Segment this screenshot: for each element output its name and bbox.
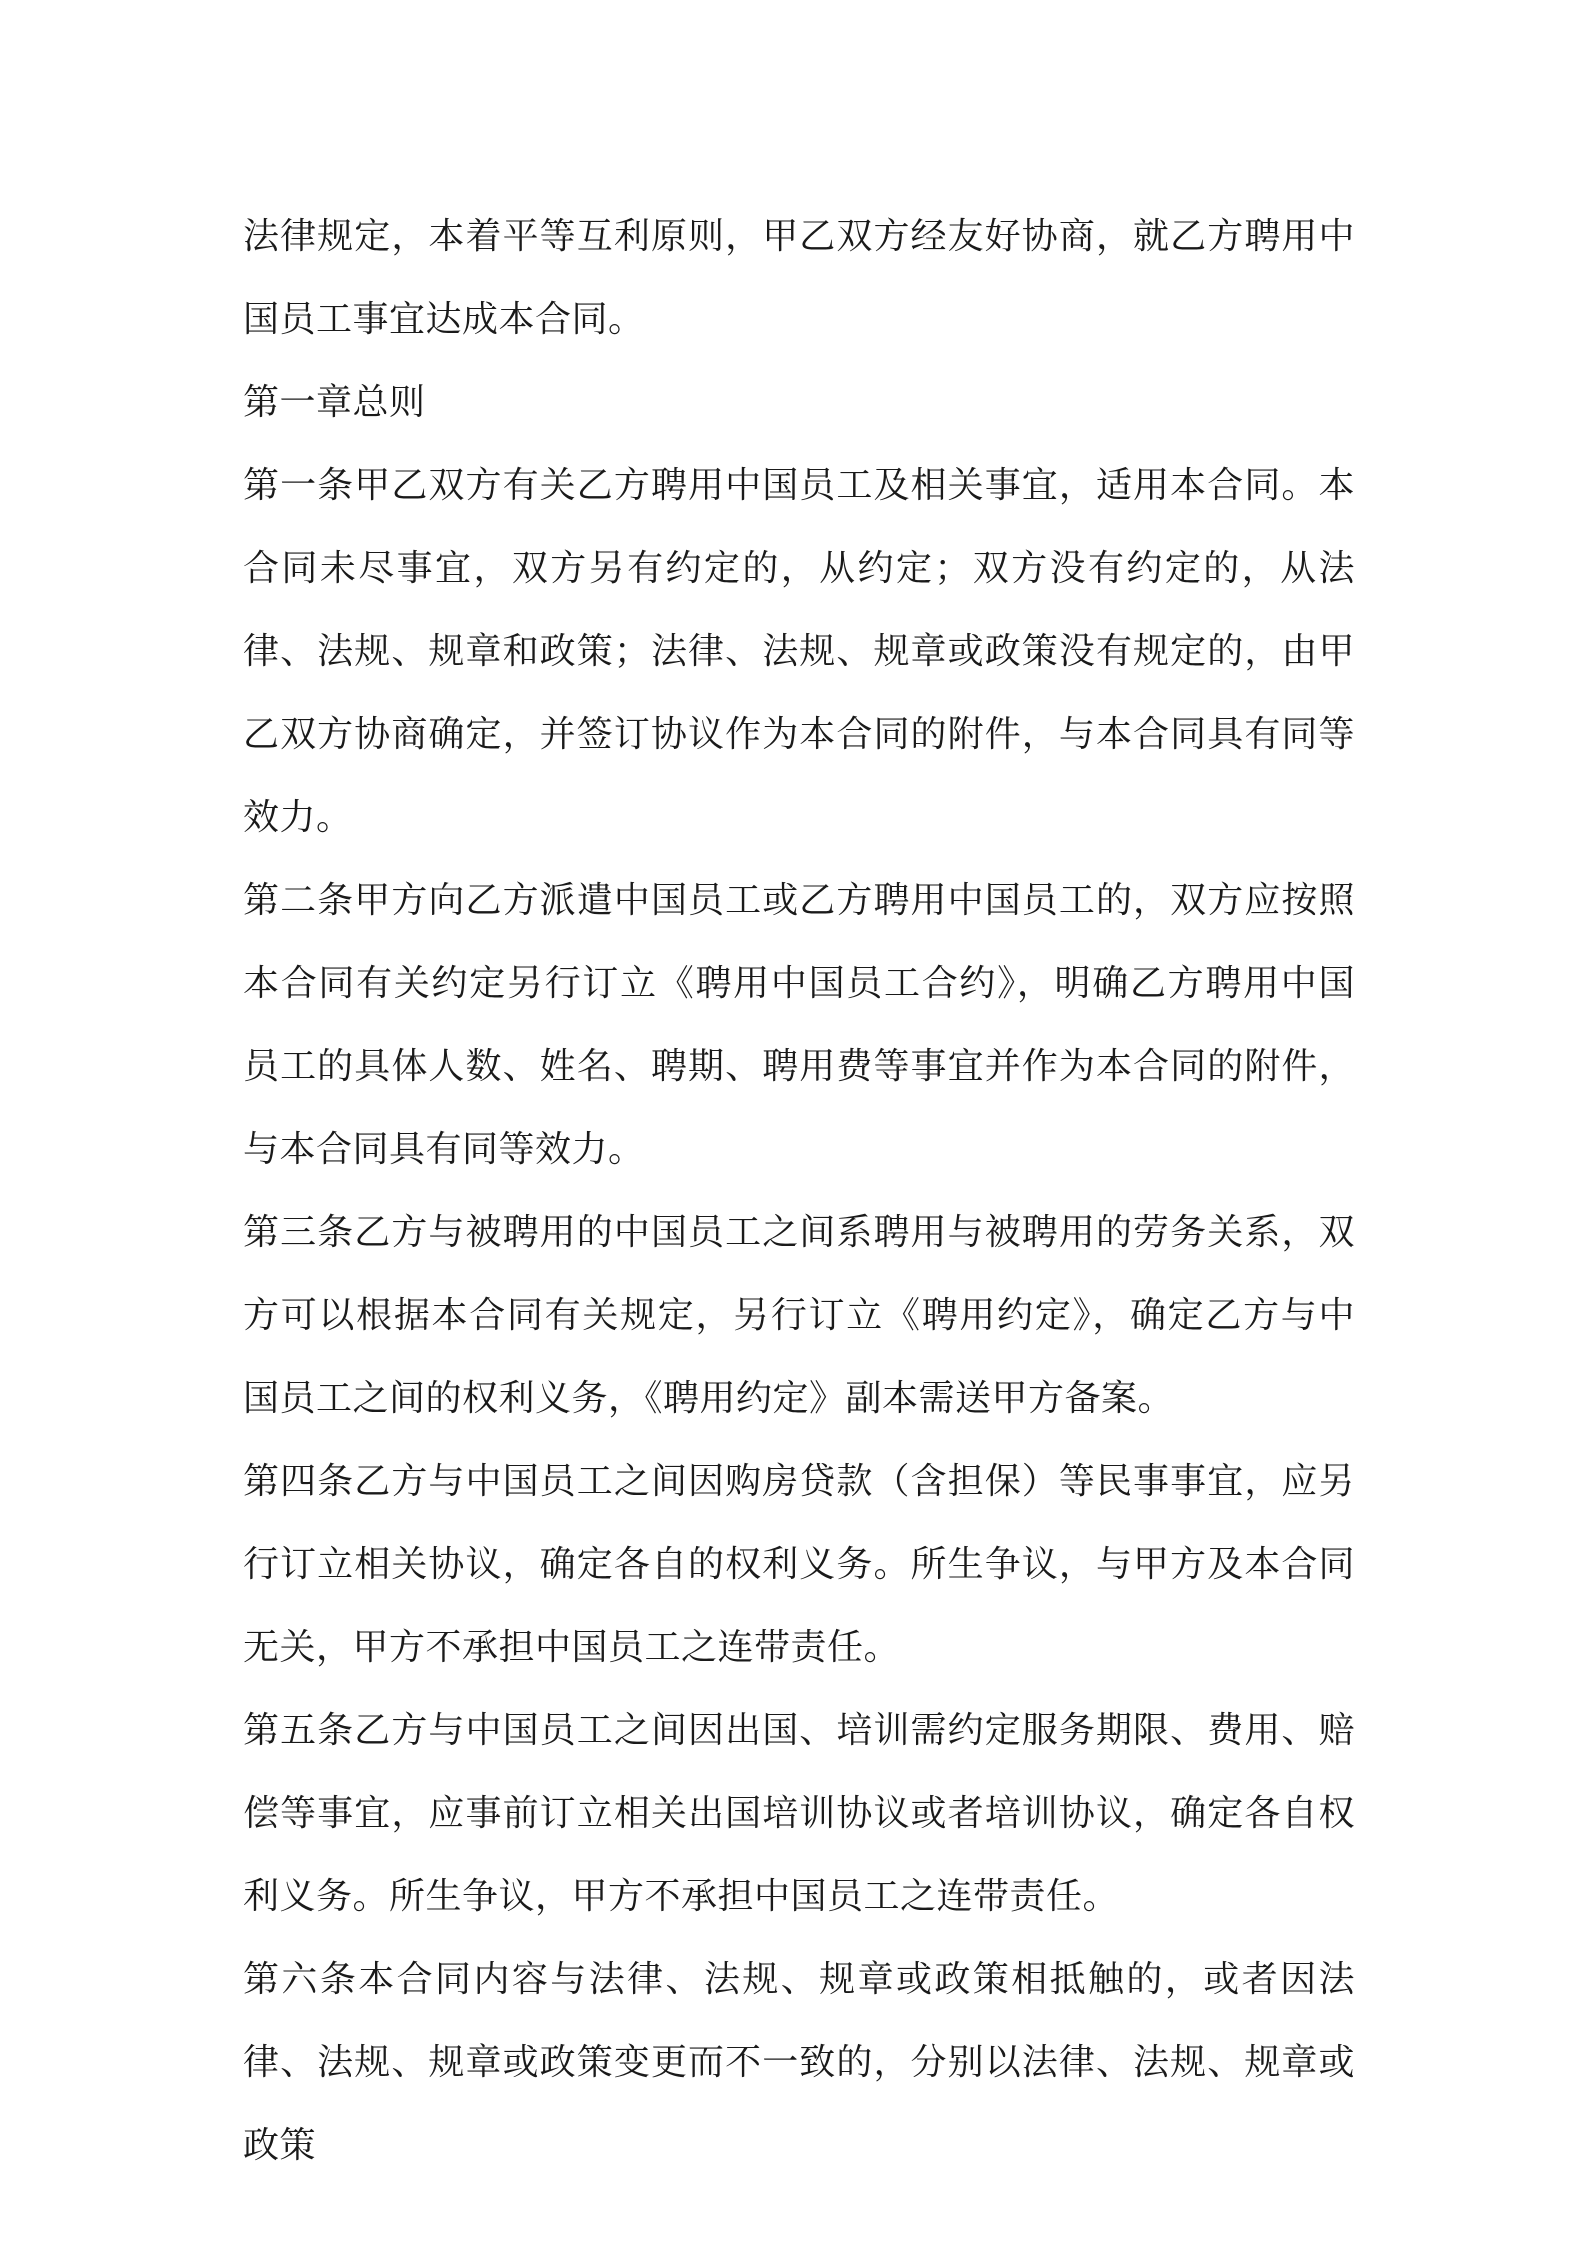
article-6: 第六条本合同内容与法律、法规、规章或政策相抵触的，或者因法律、法规、规章或政策变更而不一致的，分别以法律、法规、规章或政策 [243,1959,1355,2166]
article-5: 第五条乙方与中国员工之间因出国、培训需约定服务期限、费用、赔偿等事宜，应事前订立相关出国培训协议或者培训协议，确定各自权利义务。所生争议，甲方不承担中国员工之连带责任。 [243,1710,1355,1917]
article-4: 第四条乙方与中国员工之间因购房贷款（含担保）等民事事宜，应另行订立相关协议，确定各自的权利义务。所生争议，与甲方及本合同无关，甲方不承担中国员工之连带责任。 [243,1461,1355,1668]
article-3: 第三条乙方与被聘用的中国员工之间系聘用与被聘用的劳务关系，双方可以根据本合同有关规定，另行订立《聘用约定》，确定乙方与中国员工之间的权利义务，《聘用约定》副本需送甲方备案。 [243,1212,1355,1419]
article-1: 第一条甲乙双方有关乙方聘用中国员工及相关事宜，适用本合同。本合同未尽事宜，双方另有约定的，从约定；双方没有约定的，从法律、法规、规章和政策；法律、法规、规章或政策没有规定的，由甲乙双方协商确定，并签订协议作为本合同的附件，与本合同具有同等效力。 [243,465,1355,838]
article-2: 第二条甲方向乙方派遣中国员工或乙方聘用中国员工的，双方应按照本合同有关约定另行订立《聘用中国员工合约》，明确乙方聘用中国员工的具体人数、姓名、聘期、聘用费等事宜并作为本合同的附件，与本合同具有同等效力。 [243,880,1355,1170]
contract-body [243,195,1355,2187]
chapter-heading: 第一章总则 [243,382,426,423]
paragraph-intro: 法律规定，本着平等互利原则，甲乙双方经友好协商，就乙方聘用中国员工事宜达成本合同。 [243,216,1355,340]
